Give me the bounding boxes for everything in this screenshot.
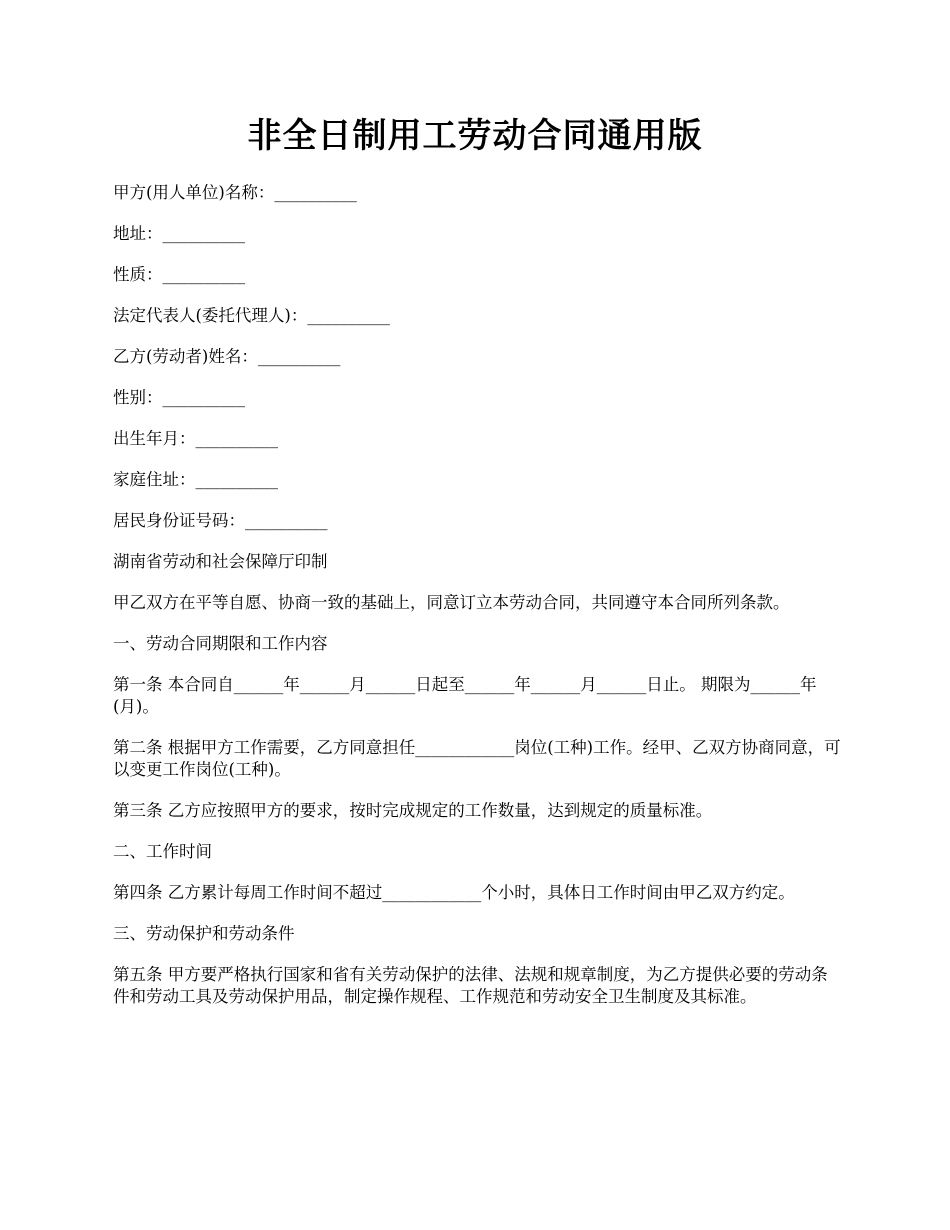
article-4: 第四条 乙方累计每周工作时间不超过____________个小时，具体日工作时间由甲乙双方约定。 xyxy=(113,883,795,902)
section-heading-3: 三、劳动保护和劳动条件 xyxy=(113,924,295,943)
party-b-name-line: 乙方(劳动者)姓名：__________ xyxy=(113,347,341,366)
article-3: 第三条 乙方应按照甲方的要求，按时完成规定的工作数量，达到规定的质量标准。 xyxy=(113,801,713,820)
section-heading-2: 二、工作时间 xyxy=(113,842,212,861)
birth-date-line: 出生年月：__________ xyxy=(113,429,278,448)
address-line: 地址：__________ xyxy=(113,224,245,243)
gender-line: 性别：__________ xyxy=(113,388,245,407)
article-1: 第一条 本合同自______年______月______日起至______年______月______日止。 期限为______年(月)。 xyxy=(113,675,817,716)
document-title: 非全日制用工劳动合同通用版 xyxy=(247,116,703,156)
id-number-line: 居民身份证号码：__________ xyxy=(113,511,328,530)
party-a-name-line: 甲方(用人单位)名称：__________ xyxy=(113,183,357,202)
home-address-line: 家庭住址：__________ xyxy=(113,470,278,489)
nature-line: 性质：__________ xyxy=(113,265,245,284)
document-body xyxy=(113,182,843,1027)
preamble-paragraph: 甲乙双方在平等自愿、协商一致的基础上，同意订立本劳动合同，共同遵守本合同所列条款。 xyxy=(113,593,790,612)
issuer-line: 湖南省劳动和社会保障厅印制 xyxy=(113,552,328,571)
article-2: 第二条 根据甲方工作需要，乙方同意担任____________岗位(工种)工作。经甲、乙双方协商同意，可以变更工作岗位(工种)。 xyxy=(113,738,841,779)
article-5: 第五条 甲方要严格执行国家和省有关劳动保护的法律、法规和规章制度，为乙方提供必要的劳动条件和劳动工具及劳动保护用品，制定操作规程、工作规范和劳动安全卫生制度及其标准。 xyxy=(113,965,828,1006)
legal-representative-line: 法定代表人(委托代理人)：__________ xyxy=(113,306,390,325)
section-heading-1: 一、劳动合同期限和工作内容 xyxy=(113,634,328,653)
